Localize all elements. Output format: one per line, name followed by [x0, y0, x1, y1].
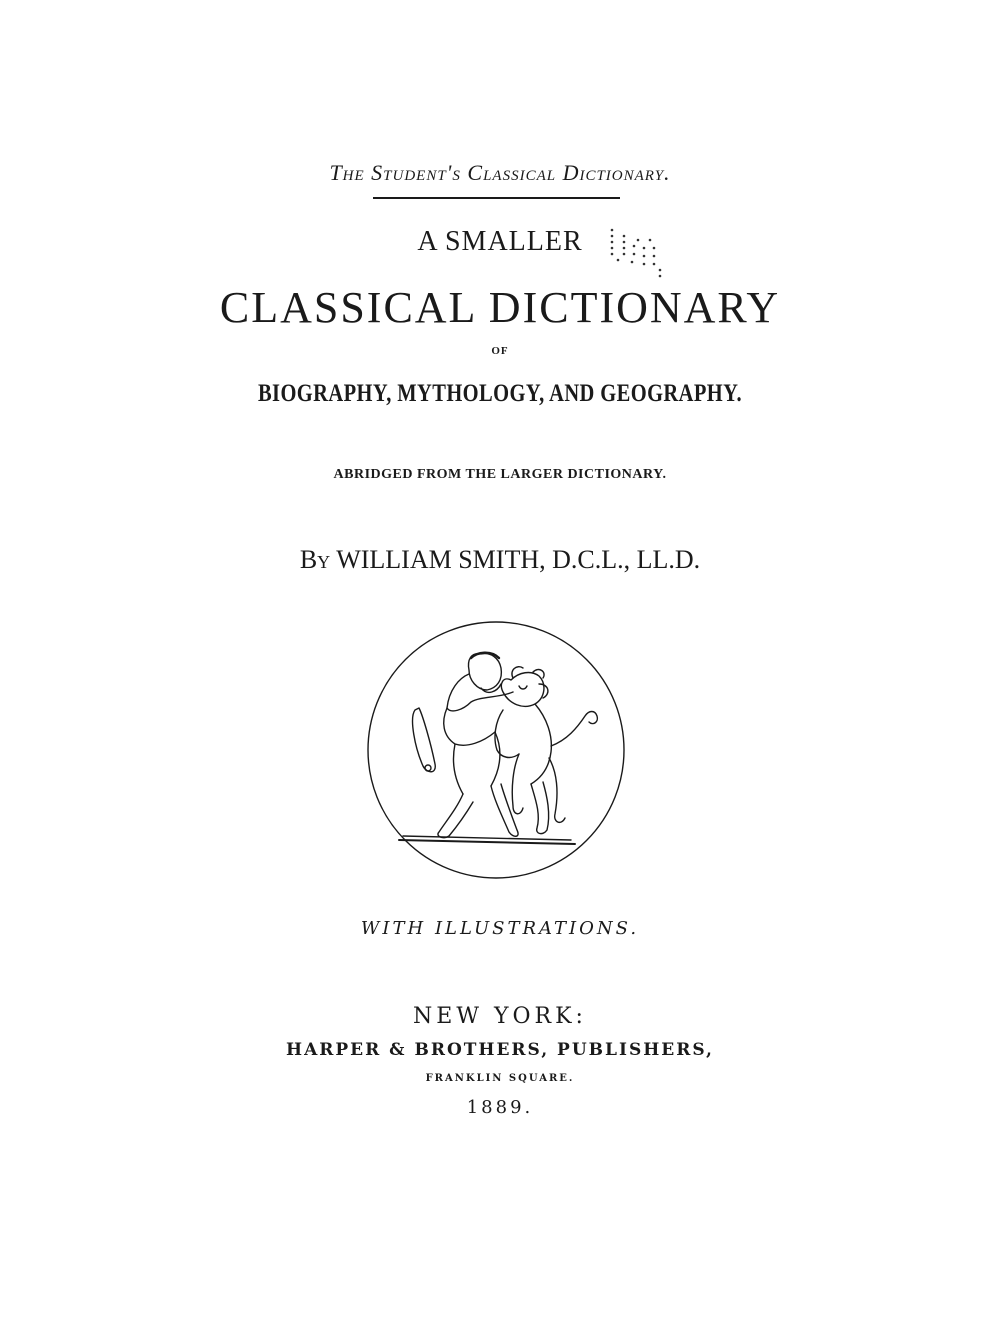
publication-city: NEW YORK: [413, 1004, 587, 1029]
publisher-address: FRANKLIN SQUARE. [425, 1073, 575, 1084]
hercules-wrestling-lion-medallion-icon [363, 618, 629, 882]
of-word: OF [491, 345, 509, 357]
smaller-heading: A SMALLER [417, 226, 583, 257]
subtitle: BIOGRAPHY, MYTHOLOGY, AND GEOGRAPHY. [257, 380, 743, 407]
main-title: CLASSICAL DICTIONARY [219, 283, 781, 332]
author-by: By [299, 545, 331, 574]
abridged-note: ABRIDGED FROM THE LARGER DICTIONARY. [333, 467, 667, 482]
perforated-library-stamp-icon [604, 226, 666, 278]
author-name: WILLIAM SMITH, D.C.L., LL.D. [336, 545, 701, 574]
publication-year: 1889. [466, 1097, 534, 1118]
publisher: HARPER & BROTHERS, PUBLISHERS, [286, 1040, 714, 1060]
illustrations-note: WITH ILLUSTRATIONS. [360, 918, 640, 939]
title-rule [373, 197, 620, 199]
series-title: The Student's Classical Dictionary. [329, 160, 671, 185]
author-line [0, 545, 1000, 575]
